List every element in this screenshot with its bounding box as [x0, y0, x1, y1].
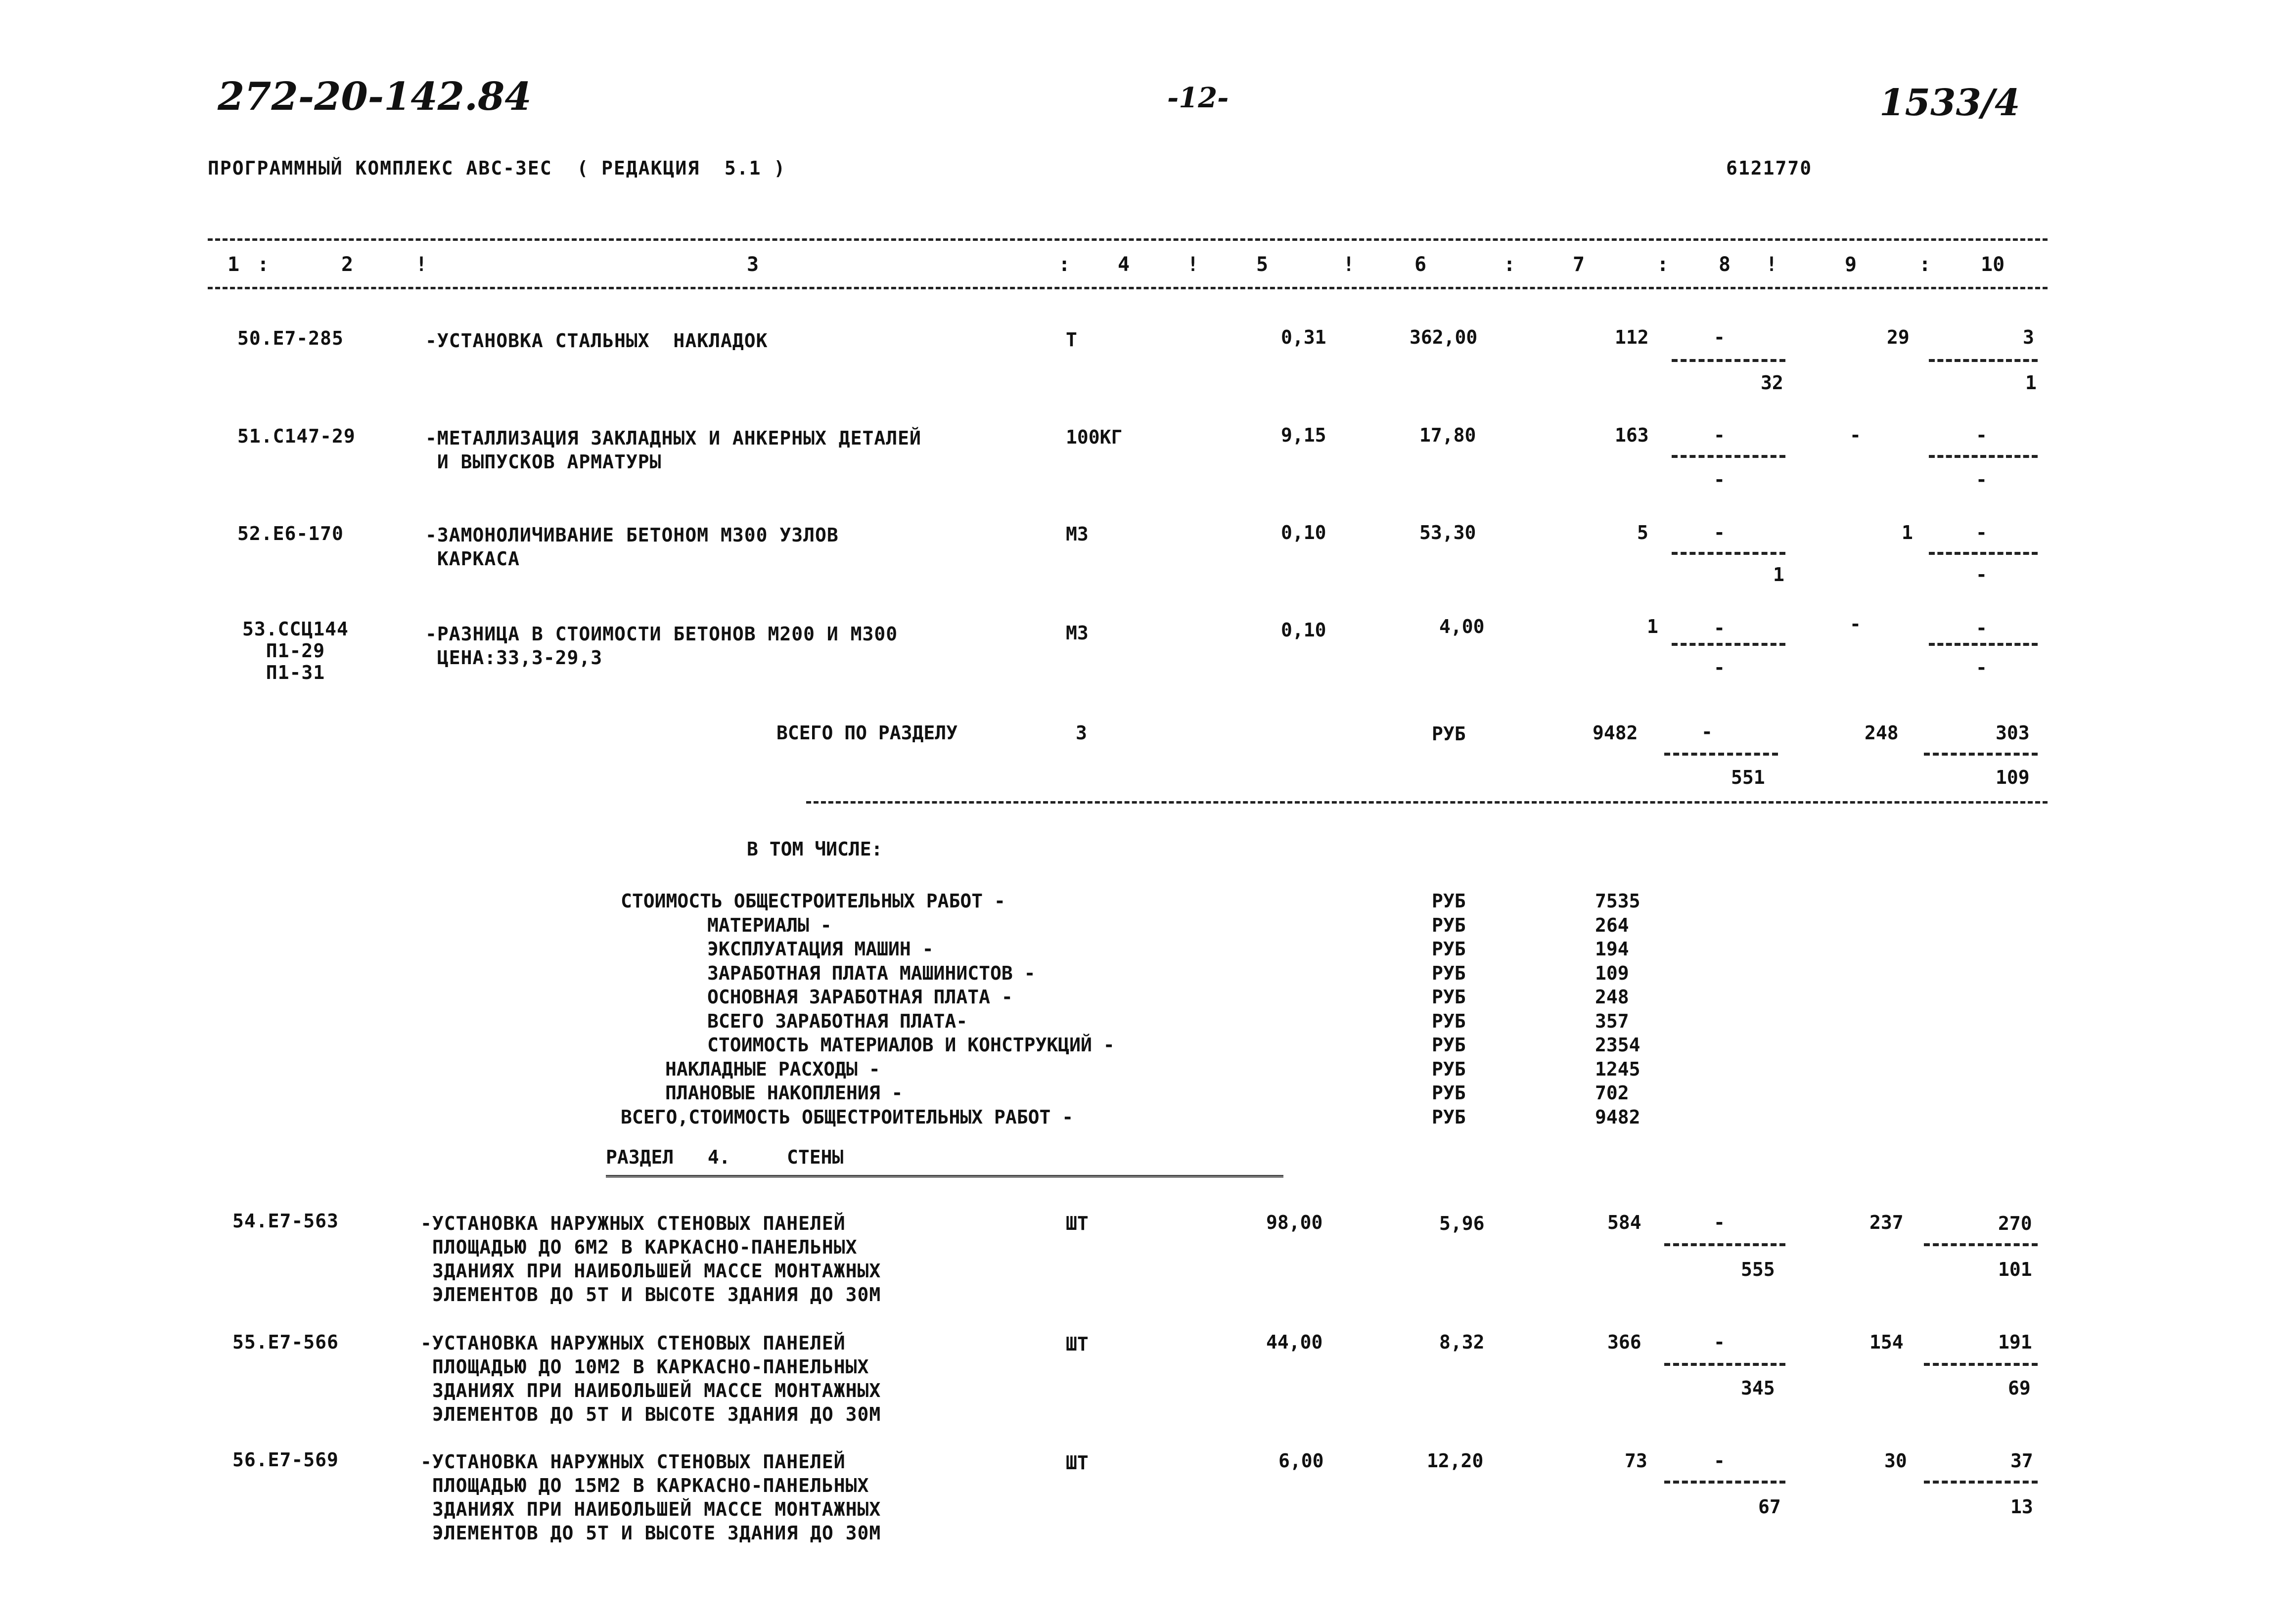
col8-top: -	[1714, 1450, 1725, 1472]
fraction-line	[1672, 643, 1785, 646]
item-total: 1	[1647, 616, 1658, 637]
item-unit: М3	[1066, 622, 1089, 644]
item-description: -РАЗНИЦА В СТОИМОСТИ БЕТОНОВ М200 И М300 ЦЕНА:33,3-29,3	[425, 623, 898, 669]
fraction-line	[1929, 359, 2038, 362]
col10-top: 37	[2010, 1450, 2033, 1472]
col10-bottom: 13	[2010, 1496, 2033, 1518]
item-quantity: 0,10	[1281, 522, 1326, 543]
fraction-line	[1672, 455, 1785, 458]
section-total-unit: РУБ	[1432, 723, 1466, 745]
item-unit: ШТ	[1066, 1213, 1089, 1234]
column-separator: :	[1657, 253, 1669, 276]
fraction-line	[1672, 552, 1785, 555]
item-unit: М3	[1066, 523, 1089, 545]
fraction-line	[1664, 1243, 1785, 1246]
item-unit: Т	[1066, 329, 1077, 351]
document-code: 6121770	[1726, 157, 1813, 179]
col10-bottom: 1	[2025, 372, 2037, 394]
section-total-label: ВСЕГО ПО РАЗДЕЛУ	[776, 722, 958, 744]
item-unit: ШТ	[1066, 1333, 1089, 1355]
col9-value: 29	[1887, 326, 1910, 348]
column-header-6: 6	[1414, 253, 1427, 276]
section-heading-underline	[606, 1175, 1283, 1179]
column-separator: :	[1058, 253, 1071, 276]
col10-top: 270	[1998, 1213, 2032, 1234]
col8-bottom: -	[1714, 469, 1725, 491]
item-unit-price: 12,20	[1427, 1450, 1484, 1472]
cost-item-label: МАТЕРИАЛЫ -	[707, 914, 832, 936]
column-separator: !	[415, 253, 428, 276]
column-separator: !	[1343, 253, 1355, 276]
cost-item-unit: РУБ	[1432, 1082, 1466, 1104]
item-unit-price: 8,32	[1439, 1331, 1485, 1353]
cost-item-value: 109	[1595, 962, 1629, 984]
item-code: 53.ССЦ144 П1-29 П1-31	[242, 618, 349, 683]
fraction-line	[1664, 753, 1778, 756]
column-header-7: 7	[1573, 253, 1585, 276]
header-bottom-rule	[208, 287, 2048, 289]
col10-top: 3	[2023, 326, 2034, 348]
item-quantity: 6,00	[1278, 1450, 1324, 1472]
column-header-2: 2	[341, 253, 354, 276]
cost-item-unit: РУБ	[1432, 962, 1466, 984]
column-header-3: 3	[747, 253, 759, 276]
col8-bottom: 67	[1758, 1496, 1781, 1518]
item-unit: ШТ	[1066, 1452, 1089, 1474]
cost-item-unit: РУБ	[1432, 1106, 1466, 1128]
col9-value: 237	[1869, 1212, 1904, 1233]
item-quantity: 0,31	[1281, 326, 1326, 348]
item-code: 55.Е7-566	[232, 1331, 339, 1353]
column-header-8: 8	[1719, 253, 1731, 276]
cost-item-label: НАКЛАДНЫЕ РАСХОДЫ -	[665, 1058, 880, 1080]
cost-item-value: 1245	[1595, 1058, 1640, 1080]
col9-value: 30	[1884, 1450, 1907, 1472]
col8-top: -	[1714, 424, 1725, 446]
item-unit: 100КГ	[1066, 426, 1123, 448]
col9-value: 1	[1902, 522, 1913, 543]
column-separator: !	[1766, 253, 1778, 276]
section-heading: РАЗДЕЛ 4. СТЕНЫ	[606, 1146, 844, 1168]
col9-value: -	[1850, 613, 1861, 635]
col8-bottom: 32	[1761, 372, 1783, 394]
cost-item-unit: РУБ	[1432, 914, 1466, 936]
item-unit-price: 4,00	[1439, 616, 1485, 637]
fraction-line	[1664, 1363, 1785, 1366]
item-code: 52.Е6-170	[237, 523, 344, 544]
column-header-1: 1	[228, 253, 240, 276]
cost-item-label: ПЛАНОВЫЕ НАКОПЛЕНИЯ -	[665, 1082, 903, 1104]
col10-top: -	[1976, 522, 1987, 543]
item-quantity: 9,15	[1281, 424, 1326, 446]
col8-bottom: -	[1714, 657, 1725, 678]
fraction-line	[1929, 552, 2038, 555]
item-code: 50.Е7-285	[237, 327, 344, 349]
column-header-4: 4	[1118, 253, 1130, 276]
item-unit-price: 17,80	[1419, 424, 1476, 446]
item-quantity: 98,00	[1266, 1212, 1323, 1233]
item-total: 366	[1607, 1331, 1641, 1353]
col8-bottom: 1	[1773, 564, 1784, 586]
item-description: -УСТАНОВКА СТАЛЬНЫХ НАКЛАДОК	[425, 330, 768, 352]
cost-item-value: 194	[1595, 938, 1629, 960]
item-total: 112	[1615, 326, 1649, 348]
col10-bottom: -	[1976, 564, 1987, 586]
item-unit-price: 5,96	[1439, 1213, 1485, 1234]
fraction-line	[1924, 1243, 2038, 1246]
item-quantity: 0,10	[1281, 619, 1326, 641]
cost-item-unit: РУБ	[1432, 1034, 1466, 1056]
item-total: 584	[1607, 1212, 1641, 1233]
col9-value: 154	[1869, 1331, 1904, 1353]
col8-bottom: 551	[1731, 767, 1765, 788]
page-number: -12-	[1167, 82, 1229, 114]
item-code: 56.Е7-569	[232, 1449, 339, 1471]
item-description: -УСТАНОВКА НАРУЖНЫХ СТЕНОВЫХ ПАНЕЛЕЙ ПЛОЩАДЬЮ ДО 15М2 В КАРКАСНО-ПАНЕЛЬНЫХ ЗДАНИЯХ ПРИ НАИБОЛЬШЕЙ МАССЕ МОНТАЖНЫХ ЭЛЕМЕНТОВ ДО 5Т И ВЫСОТЕ ЗДАНИЯ ДО 30М	[420, 1451, 881, 1544]
column-header-10: 10	[1981, 253, 2005, 276]
item-description: -ЗАМОНОЛИЧИВАНИЕ БЕТОНОМ М300 УЗЛОВ КАРКАСА	[425, 524, 839, 570]
cost-item-unit: РУБ	[1432, 1058, 1466, 1080]
column-separator: :	[257, 253, 270, 276]
fraction-line	[1929, 455, 2038, 458]
column-separator: :	[1919, 253, 1931, 276]
fraction-line	[1924, 1481, 2038, 1484]
item-total: 5	[1637, 522, 1648, 543]
item-quantity: 44,00	[1266, 1331, 1323, 1353]
col8-top: -	[1701, 721, 1713, 743]
cost-item-value: 357	[1595, 1010, 1629, 1032]
cost-item-value: 264	[1595, 914, 1629, 936]
column-header-5: 5	[1256, 253, 1269, 276]
col10-top: -	[1976, 617, 1987, 639]
col8-bottom: 345	[1741, 1377, 1775, 1399]
cost-item-label: СТОИМОСТЬ МАТЕРИАЛОВ И КОНСТРУКЦИЙ -	[707, 1034, 1115, 1056]
fraction-line	[1672, 359, 1785, 362]
header-top-rule	[208, 238, 2048, 241]
col9-value: 248	[1865, 722, 1899, 744]
including-heading: В ТОМ ЧИСЛЕ:	[747, 838, 883, 860]
item-total: 163	[1615, 424, 1649, 446]
col8-bottom: 555	[1741, 1259, 1775, 1280]
column-separator: :	[1503, 253, 1516, 276]
col8-top: -	[1714, 522, 1725, 543]
cost-item-label: ВСЕГО ЗАРАБОТНАЯ ПЛАТА-	[707, 1010, 968, 1032]
col10-bottom: -	[1976, 469, 1987, 491]
cost-item-unit: РУБ	[1432, 890, 1466, 912]
col10-bottom: -	[1976, 657, 1987, 678]
fraction-line	[1664, 1481, 1785, 1484]
cost-item-value: 2354	[1595, 1034, 1640, 1056]
col8-top: -	[1714, 617, 1725, 639]
item-description: -УСТАНОВКА НАРУЖНЫХ СТЕНОВЫХ ПАНЕЛЕЙ ПЛОЩАДЬЮ ДО 10М2 В КАРКАСНО-ПАНЕЛЬНЫХ ЗДАНИЯХ ПРИ НАИБОЛЬШЕЙ МАССЕ МОНТАЖНЫХ ЭЛЕМЕНТОВ ДО 5Т И ВЫСОТЕ ЗДАНИЯ ДО 30М	[420, 1332, 881, 1425]
col9-value: -	[1850, 424, 1861, 446]
col10-top: -	[1976, 424, 1987, 446]
col8-top: -	[1714, 1212, 1725, 1233]
cost-item-label: ВСЕГО,СТОИМОСТЬ ОБЩЕСТРОИТЕЛЬНЫХ РАБОТ -	[621, 1106, 1074, 1128]
col10-bottom: 69	[2008, 1377, 2031, 1399]
item-code: 51.С147-29	[237, 425, 356, 447]
column-header-9: 9	[1845, 253, 1857, 276]
col8-top: -	[1714, 326, 1725, 348]
program-title: ПРОГРАММНЫЙ КОМПЛЕКС АВС-ЗЕС ( РЕДАКЦИЯ 5.1 )	[208, 157, 786, 179]
col8-top: -	[1714, 1331, 1725, 1353]
fraction-line	[1929, 643, 2038, 646]
cost-item-label: ЭКСПЛУАТАЦИЯ МАШИН -	[707, 938, 934, 960]
col10-bottom: 101	[1998, 1259, 2032, 1280]
cost-item-value: 9482	[1595, 1106, 1640, 1128]
section-total-value: 9482	[1593, 722, 1638, 744]
cost-item-unit: РУБ	[1432, 1010, 1466, 1032]
document-number: 272-20-142.84	[218, 74, 532, 119]
cost-item-value: 702	[1595, 1082, 1629, 1104]
item-total: 73	[1625, 1450, 1647, 1472]
cost-item-value: 248	[1595, 986, 1629, 1008]
item-description: -УСТАНОВКА НАРУЖНЫХ СТЕНОВЫХ ПАНЕЛЕЙ ПЛОЩАДЬЮ ДО 6М2 В КАРКАСНО-ПАНЕЛЬНЫХ ЗДАНИЯХ ПРИ НАИБОЛЬШЕЙ МАССЕ МОНТАЖНЫХ ЭЛЕМЕНТОВ ДО 5Т И ВЫСОТЕ ЗДАНИЯ ДО 30М	[420, 1213, 881, 1306]
column-separator: !	[1187, 253, 1199, 276]
item-description: -МЕТАЛЛИЗАЦИЯ ЗАКЛАДНЫХ И АНКЕРНЫХ ДЕТАЛЕЙ И ВЫПУСКОВ АРМАТУРЫ	[425, 427, 921, 473]
cost-item-label: СТОИМОСТЬ ОБЩЕСТРОИТЕЛЬНЫХ РАБОТ -	[621, 890, 1005, 912]
col10-top: 191	[1998, 1331, 2032, 1353]
cost-item-label: ОСНОВНАЯ ЗАРАБОТНАЯ ПЛАТА -	[707, 986, 1013, 1008]
cost-item-value: 7535	[1595, 890, 1640, 912]
fraction-line	[1924, 753, 2038, 756]
section-total-section: 3	[1076, 722, 1087, 744]
item-unit-price: 362,00	[1410, 326, 1478, 348]
cost-item-unit: РУБ	[1432, 986, 1466, 1008]
item-code: 54.Е7-563	[232, 1210, 339, 1232]
col10-top: 303	[1996, 722, 2030, 744]
fraction-line	[1924, 1363, 2038, 1366]
col10-bottom: 109	[1996, 767, 2030, 788]
cost-item-label: ЗАРАБОТНАЯ ПЛАТА МАШИНИСТОВ -	[707, 962, 1036, 984]
item-unit-price: 53,30	[1419, 522, 1476, 543]
divider-rule	[806, 801, 2048, 804]
sheet-number: 1533/4	[1879, 82, 2020, 124]
cost-item-unit: РУБ	[1432, 938, 1466, 960]
